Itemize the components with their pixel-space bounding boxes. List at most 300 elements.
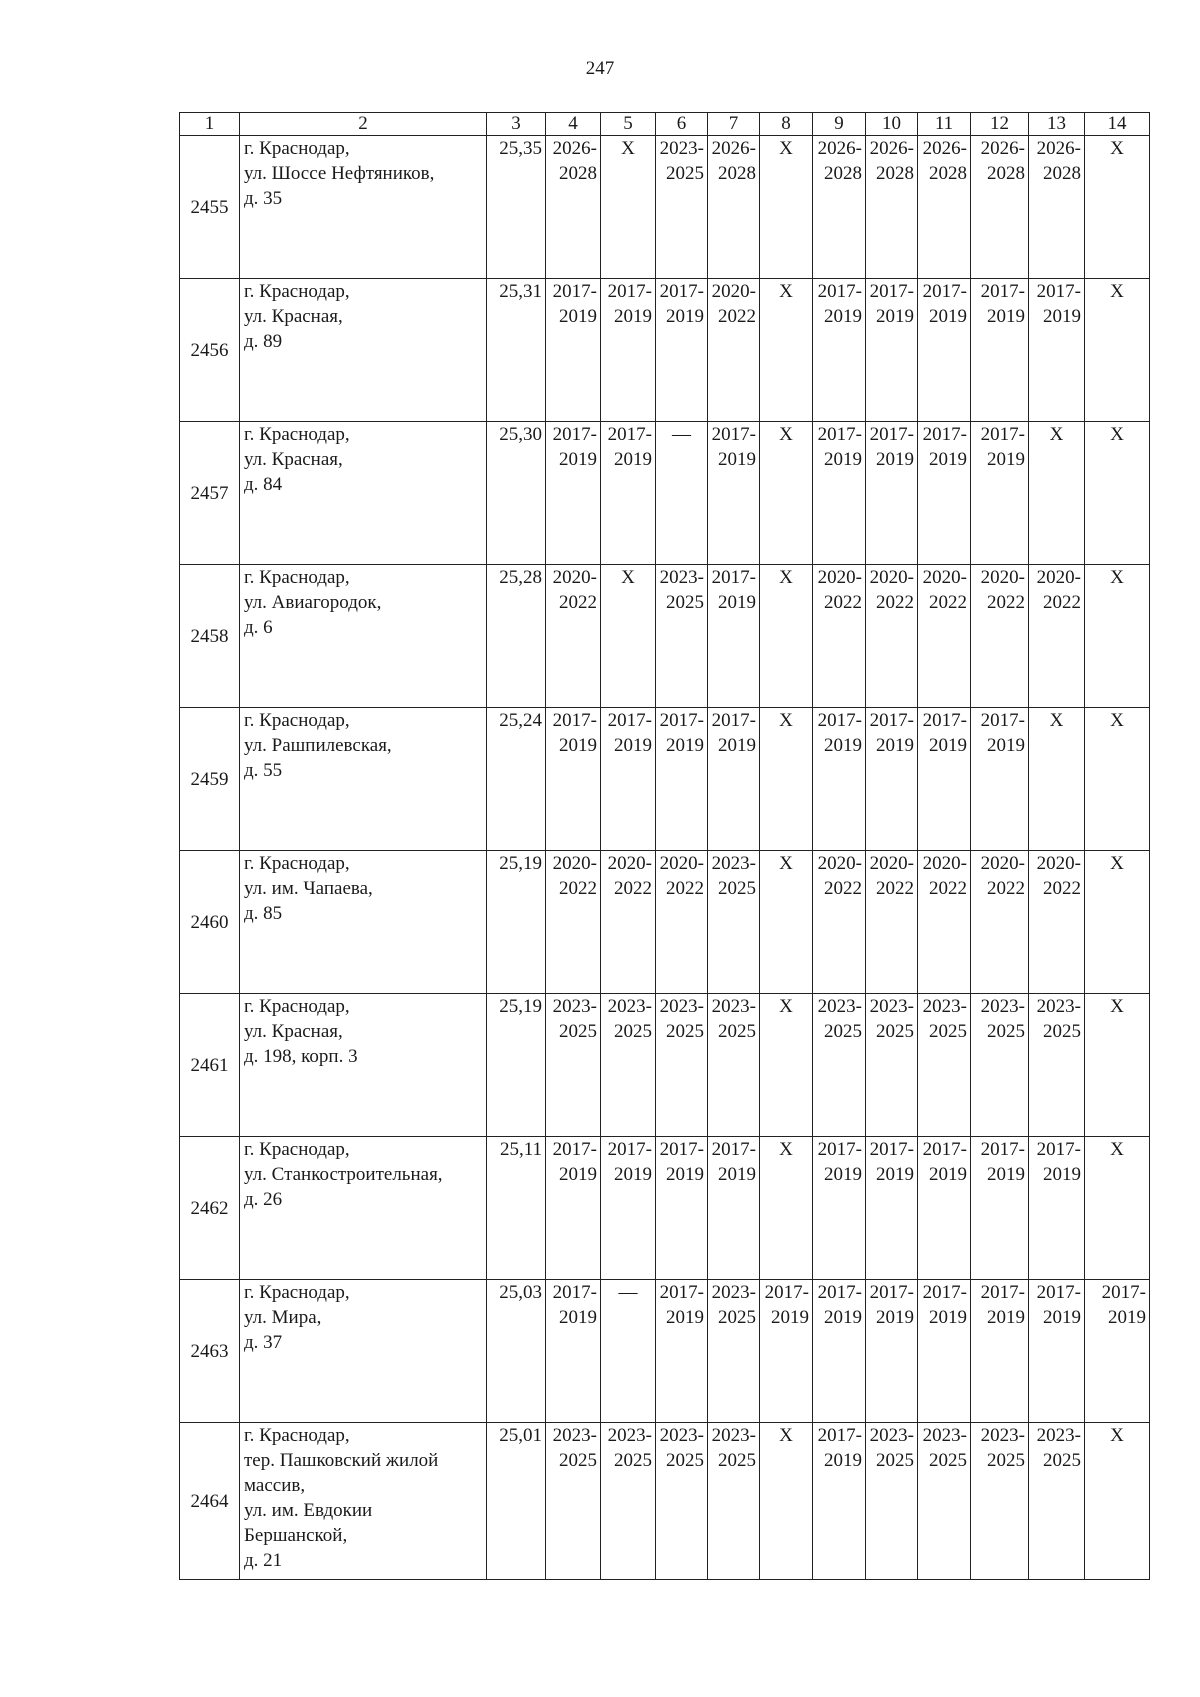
period-start: 2026- (922, 138, 967, 159)
address-line: тер. Пашковский жилой (244, 1450, 439, 1471)
period-cell-col-9 (813, 136, 866, 279)
period-start: 2020- (1036, 567, 1081, 588)
period-start: 2023- (711, 996, 756, 1017)
period-end: 2025 (987, 1450, 1025, 1471)
table-row (180, 422, 1150, 565)
period-end: 2019 (876, 1307, 914, 1328)
row-number: 2459 (180, 708, 240, 851)
period-cell-col-10 (866, 136, 918, 279)
period-cell-col-8: X (760, 279, 813, 422)
period-cell-col-8: X (760, 565, 813, 708)
period-start: 2020- (922, 567, 967, 588)
header-row (180, 113, 1150, 136)
period-cell-col-8: X (760, 136, 813, 279)
period-start: 2017- (922, 1282, 967, 1303)
period-start: 2026- (817, 138, 862, 159)
period-cell-col-7 (708, 994, 760, 1137)
period-start: 2017- (817, 1282, 862, 1303)
period-cell-col-11 (918, 851, 971, 994)
period-cell-col-4 (546, 1423, 601, 1580)
period-end: 2028 (559, 163, 597, 184)
period-end: 2025 (929, 1021, 967, 1042)
period-end: 2025 (666, 1450, 704, 1471)
register-table (179, 112, 1150, 1580)
period-start: 2020- (869, 567, 914, 588)
period-end: 2022 (824, 592, 862, 613)
period-end: 2019 (824, 735, 862, 756)
period-start: 2023- (607, 1425, 652, 1446)
period-end: 2019 (987, 306, 1025, 327)
period-cell-col-6 (656, 1280, 708, 1423)
period-cell-col-8: X (760, 1423, 813, 1580)
period-cell-col-5 (601, 708, 656, 851)
period-cell-col-13 (1029, 279, 1085, 422)
period-cell-col-8 (760, 1280, 813, 1423)
period-cell-col-13 (1029, 565, 1085, 708)
column-header-12: 12 (971, 113, 1029, 136)
period-cell-col-14: X (1085, 708, 1150, 851)
period-cell-col-6 (656, 708, 708, 851)
period-cell-col-11 (918, 136, 971, 279)
period-cell-col-5: X (601, 565, 656, 708)
period-cell-col-7 (708, 422, 760, 565)
address-line: д. 35 (244, 188, 283, 209)
column-header-10: 10 (866, 113, 918, 136)
row-number: 2455 (180, 136, 240, 279)
address-line: д. 26 (244, 1189, 283, 1210)
period-start: 2017- (764, 1282, 809, 1303)
period-end: 2019 (987, 1307, 1025, 1328)
period-cell-col-10 (866, 994, 918, 1137)
period-cell-col-4 (546, 136, 601, 279)
column-header-3: 3 (487, 113, 546, 136)
period-end: 2019 (614, 449, 652, 470)
address-line: д. 21 (244, 1550, 283, 1571)
period-end: 2028 (1043, 163, 1081, 184)
address-line: ул. Красная, (244, 449, 343, 470)
period-cell-col-14: X (1085, 565, 1150, 708)
address-line: г. Краснодар, (244, 567, 350, 588)
period-cell-col-5 (601, 422, 656, 565)
period-end: 2028 (987, 163, 1025, 184)
address-line: д. 85 (244, 903, 283, 924)
period-start: 2023- (659, 996, 704, 1017)
period-start: 2017- (659, 1139, 704, 1160)
period-cell-col-7 (708, 708, 760, 851)
period-start: 2017- (980, 1282, 1025, 1303)
period-cell-col-11 (918, 1137, 971, 1280)
period-end: 2019 (824, 1450, 862, 1471)
period-start: 2023- (711, 1282, 756, 1303)
period-cell-col-4 (546, 565, 601, 708)
period-cell-col-5 (601, 994, 656, 1137)
period-end: 2019 (876, 1164, 914, 1185)
period-start: 2017- (817, 1425, 862, 1446)
period-start: 2017- (552, 1139, 597, 1160)
period-end: 2019 (614, 306, 652, 327)
period-cell-col-12 (971, 1280, 1029, 1423)
period-start: 2023- (1036, 1425, 1081, 1446)
period-start: 2017- (1036, 1282, 1081, 1303)
row-number: 2458 (180, 565, 240, 708)
period-start: 2020- (711, 281, 756, 302)
period-start: 2020- (980, 853, 1025, 874)
period-start: 2017- (1036, 281, 1081, 302)
period-end: 2025 (824, 1021, 862, 1042)
period-cell-col-5 (601, 279, 656, 422)
period-end: 2025 (718, 1021, 756, 1042)
column-header-5: 5 (601, 113, 656, 136)
area-cell: 25,19 (487, 994, 546, 1137)
period-start: 2020- (552, 567, 597, 588)
period-cell-col-7 (708, 1423, 760, 1580)
period-end: 2019 (987, 1164, 1025, 1185)
address-line: г. Краснодар, (244, 710, 350, 731)
period-start: 2023- (659, 567, 704, 588)
area-cell: 25,24 (487, 708, 546, 851)
address-cell (240, 1280, 487, 1423)
period-end: 2019 (1043, 1307, 1081, 1328)
address-line: г. Краснодар, (244, 1139, 350, 1160)
period-cell-col-4 (546, 708, 601, 851)
period-end: 2019 (718, 735, 756, 756)
period-cell-col-13 (1029, 994, 1085, 1137)
period-cell-col-10 (866, 708, 918, 851)
table-row (180, 565, 1150, 708)
area-cell: 25,28 (487, 565, 546, 708)
period-end: 2025 (718, 1307, 756, 1328)
period-end: 2019 (614, 735, 652, 756)
period-start: 2020- (922, 853, 967, 874)
period-cell-col-10 (866, 851, 918, 994)
period-end: 2022 (666, 878, 704, 899)
period-cell-col-6 (656, 136, 708, 279)
period-start: 2017- (711, 424, 756, 445)
period-cell-col-4 (546, 994, 601, 1137)
period-start: 2020- (552, 853, 597, 874)
row-number: 2464 (180, 1423, 240, 1580)
address-line: д. 55 (244, 760, 283, 781)
address-cell (240, 708, 487, 851)
table-row (180, 279, 1150, 422)
period-end: 2019 (987, 449, 1025, 470)
period-cell-col-11 (918, 994, 971, 1137)
row-number: 2463 (180, 1280, 240, 1423)
period-end: 2019 (718, 1164, 756, 1185)
row-number: 2462 (180, 1137, 240, 1280)
period-cell-col-5 (601, 1423, 656, 1580)
period-start: 2017- (552, 424, 597, 445)
period-end: 2019 (876, 306, 914, 327)
period-cell-col-13 (1029, 1280, 1085, 1423)
address-line: ул. Рашпилевская, (244, 735, 392, 756)
period-start: 2017- (922, 281, 967, 302)
period-cell-col-4 (546, 1280, 601, 1423)
period-start: 2023- (607, 996, 652, 1017)
period-cell-col-6 (656, 279, 708, 422)
period-start: 2017- (869, 1139, 914, 1160)
area-cell: 25,01 (487, 1423, 546, 1580)
period-cell-col-6 (656, 851, 708, 994)
period-start: 2026- (869, 138, 914, 159)
column-header-6: 6 (656, 113, 708, 136)
period-end: 2019 (824, 306, 862, 327)
period-start: 2017- (922, 710, 967, 731)
period-end: 2022 (559, 878, 597, 899)
period-cell-col-9 (813, 708, 866, 851)
period-cell-col-11 (918, 279, 971, 422)
period-cell-col-10 (866, 1137, 918, 1280)
period-end: 2022 (1043, 592, 1081, 613)
period-start: 2017- (869, 424, 914, 445)
period-cell-col-13 (1029, 1423, 1085, 1580)
period-end: 2025 (929, 1450, 967, 1471)
period-end: 2019 (559, 1307, 597, 1328)
area-cell: 25,35 (487, 136, 546, 279)
address-cell (240, 279, 487, 422)
period-cell-col-8: X (760, 851, 813, 994)
period-start: 2023- (869, 996, 914, 1017)
period-cell-col-7 (708, 851, 760, 994)
period-end: 2025 (559, 1450, 597, 1471)
period-start: 2017- (980, 424, 1025, 445)
period-start: 2017- (711, 1139, 756, 1160)
area-cell: 25,30 (487, 422, 546, 565)
period-start: 2017- (552, 281, 597, 302)
period-start: 2017- (552, 1282, 597, 1303)
period-start: 2017- (869, 281, 914, 302)
period-end: 2019 (666, 306, 704, 327)
period-start: 2017- (922, 1139, 967, 1160)
period-end: 2019 (559, 1164, 597, 1185)
period-cell-col-11 (918, 1280, 971, 1423)
period-cell-col-5: X (601, 136, 656, 279)
period-start: 2023- (980, 996, 1025, 1017)
period-end: 2019 (1043, 1164, 1081, 1185)
period-end: 2028 (718, 163, 756, 184)
address-line: ул. Мира, (244, 1307, 322, 1328)
table-row (180, 994, 1150, 1137)
period-start: 2023- (980, 1425, 1025, 1446)
period-end: 2019 (929, 1164, 967, 1185)
period-start: 2023- (659, 138, 704, 159)
period-cell-col-6 (656, 1137, 708, 1280)
period-cell-col-9 (813, 851, 866, 994)
period-end: 2019 (929, 735, 967, 756)
period-cell-col-14: X (1085, 1137, 1150, 1280)
period-end: 2019 (929, 1307, 967, 1328)
table-row (180, 1423, 1150, 1580)
period-start: 2017- (607, 1139, 652, 1160)
period-end: 2019 (876, 449, 914, 470)
period-cell-col-8: X (760, 1137, 813, 1280)
address-line: д. 84 (244, 474, 283, 495)
table-row (180, 136, 1150, 279)
address-line: ул. Красная, (244, 306, 343, 327)
period-cell-col-8: X (760, 994, 813, 1137)
page-number: 247 (585, 58, 615, 79)
period-end: 2025 (876, 1021, 914, 1042)
row-number: 2461 (180, 994, 240, 1137)
period-cell-col-10 (866, 422, 918, 565)
period-end: 2022 (929, 592, 967, 613)
period-end: 2022 (559, 592, 597, 613)
period-cell-col-11 (918, 565, 971, 708)
period-end: 2028 (929, 163, 967, 184)
period-cell-col-10 (866, 279, 918, 422)
period-cell-col-11 (918, 422, 971, 565)
period-cell-col-7 (708, 1137, 760, 1280)
row-number: 2456 (180, 279, 240, 422)
period-end: 2019 (666, 1164, 704, 1185)
period-cell-col-13 (1029, 1137, 1085, 1280)
period-start: 2023- (922, 996, 967, 1017)
period-end: 2019 (718, 592, 756, 613)
period-cell-col-14: X (1085, 851, 1150, 994)
address-line: массив, (244, 1475, 306, 1496)
period-end: 2019 (929, 449, 967, 470)
period-start: 2020- (980, 567, 1025, 588)
period-start: 2020- (817, 567, 862, 588)
period-start: 2017- (711, 710, 756, 731)
period-cell-col-12 (971, 1423, 1029, 1580)
row-number: 2457 (180, 422, 240, 565)
period-cell-col-14: X (1085, 422, 1150, 565)
period-cell-col-5: — (601, 1280, 656, 1423)
period-end: 2022 (824, 878, 862, 899)
period-cell-col-9 (813, 1280, 866, 1423)
period-cell-col-9 (813, 1423, 866, 1580)
period-cell-col-13: X (1029, 422, 1085, 565)
period-cell-col-6 (656, 565, 708, 708)
column-header-4: 4 (546, 113, 601, 136)
area-cell: 25,19 (487, 851, 546, 994)
table-row (180, 1280, 1150, 1423)
period-cell-col-9 (813, 279, 866, 422)
period-start: 2023- (552, 996, 597, 1017)
period-start: 2020- (1036, 853, 1081, 874)
period-end: 2022 (929, 878, 967, 899)
column-header-1: 1 (180, 113, 240, 136)
address-line: ул. Красная, (244, 1021, 343, 1042)
period-cell-col-12 (971, 136, 1029, 279)
address-line: г. Краснодар, (244, 1425, 350, 1446)
address-line: г. Краснодар, (244, 996, 350, 1017)
address-line: ул. им. Чапаева, (244, 878, 373, 899)
table-row (180, 1137, 1150, 1280)
area-cell: 25,03 (487, 1280, 546, 1423)
address-line: ул. Авиагородок, (244, 592, 382, 613)
table-row (180, 851, 1150, 994)
period-start: 2020- (607, 853, 652, 874)
period-end: 2022 (1043, 878, 1081, 899)
period-end: 2028 (824, 163, 862, 184)
address-line: г. Краснодар, (244, 138, 350, 159)
address-line: ул. Шоссе Нефтяников, (244, 163, 435, 184)
period-start: 2023- (711, 1425, 756, 1446)
period-cell-col-9 (813, 1137, 866, 1280)
period-end: 2019 (559, 735, 597, 756)
period-start: 2026- (711, 138, 756, 159)
period-cell-col-11 (918, 1423, 971, 1580)
column-header-7: 7 (708, 113, 760, 136)
period-end: 2022 (987, 592, 1025, 613)
period-cell-col-8: X (760, 708, 813, 851)
period-start: 2017- (869, 1282, 914, 1303)
period-end: 2019 (1108, 1307, 1146, 1328)
period-end: 2019 (666, 735, 704, 756)
period-cell-col-6 (656, 994, 708, 1137)
period-end: 2019 (824, 449, 862, 470)
period-end: 2019 (824, 1164, 862, 1185)
address-line: г. Краснодар, (244, 424, 350, 445)
period-start: 2017- (1036, 1139, 1081, 1160)
period-end: 2025 (614, 1450, 652, 1471)
period-end: 2025 (666, 1021, 704, 1042)
period-end: 2025 (987, 1021, 1025, 1042)
column-header-13: 13 (1029, 113, 1085, 136)
period-cell-col-7 (708, 136, 760, 279)
period-cell-col-11 (918, 708, 971, 851)
period-end: 2025 (666, 592, 704, 613)
address-line: Бершанской, (244, 1525, 348, 1546)
period-start: 2026- (1036, 138, 1081, 159)
period-start: 2017- (817, 424, 862, 445)
period-start: 2017- (980, 710, 1025, 731)
period-end: 2019 (824, 1307, 862, 1328)
period-end: 2025 (614, 1021, 652, 1042)
period-cell-col-7 (708, 1280, 760, 1423)
period-end: 2022 (614, 878, 652, 899)
period-end: 2025 (559, 1021, 597, 1042)
period-start: 2023- (711, 853, 756, 874)
row-number: 2460 (180, 851, 240, 994)
address-line: д. 37 (244, 1332, 283, 1353)
address-line: д. 6 (244, 617, 273, 638)
period-end: 2025 (666, 163, 704, 184)
address-cell (240, 136, 487, 279)
period-cell-col-12 (971, 994, 1029, 1137)
period-cell-col-4 (546, 1137, 601, 1280)
period-end: 2019 (718, 449, 756, 470)
period-end: 2025 (1043, 1021, 1081, 1042)
period-cell-col-6: — (656, 422, 708, 565)
area-cell: 25,11 (487, 1137, 546, 1280)
period-end: 2028 (876, 163, 914, 184)
period-cell-col-14 (1085, 1280, 1150, 1423)
address-cell (240, 422, 487, 565)
period-start: 2020- (869, 853, 914, 874)
address-line: г. Краснодар, (244, 853, 350, 874)
period-cell-col-13 (1029, 851, 1085, 994)
column-header-14: 14 (1085, 113, 1150, 136)
period-cell-col-13 (1029, 136, 1085, 279)
period-start: 2017- (607, 281, 652, 302)
period-start: 2017- (659, 1282, 704, 1303)
address-line: д. 89 (244, 331, 283, 352)
period-start: 2020- (659, 853, 704, 874)
period-cell-col-4 (546, 851, 601, 994)
area-cell: 25,31 (487, 279, 546, 422)
period-start: 2023- (659, 1425, 704, 1446)
table-body (180, 136, 1150, 1580)
period-cell-col-9 (813, 565, 866, 708)
period-end: 2019 (987, 735, 1025, 756)
period-cell-col-5 (601, 851, 656, 994)
period-start: 2026- (552, 138, 597, 159)
address-line: д. 198, корп. 3 (244, 1046, 358, 1067)
period-start: 2017- (607, 710, 652, 731)
